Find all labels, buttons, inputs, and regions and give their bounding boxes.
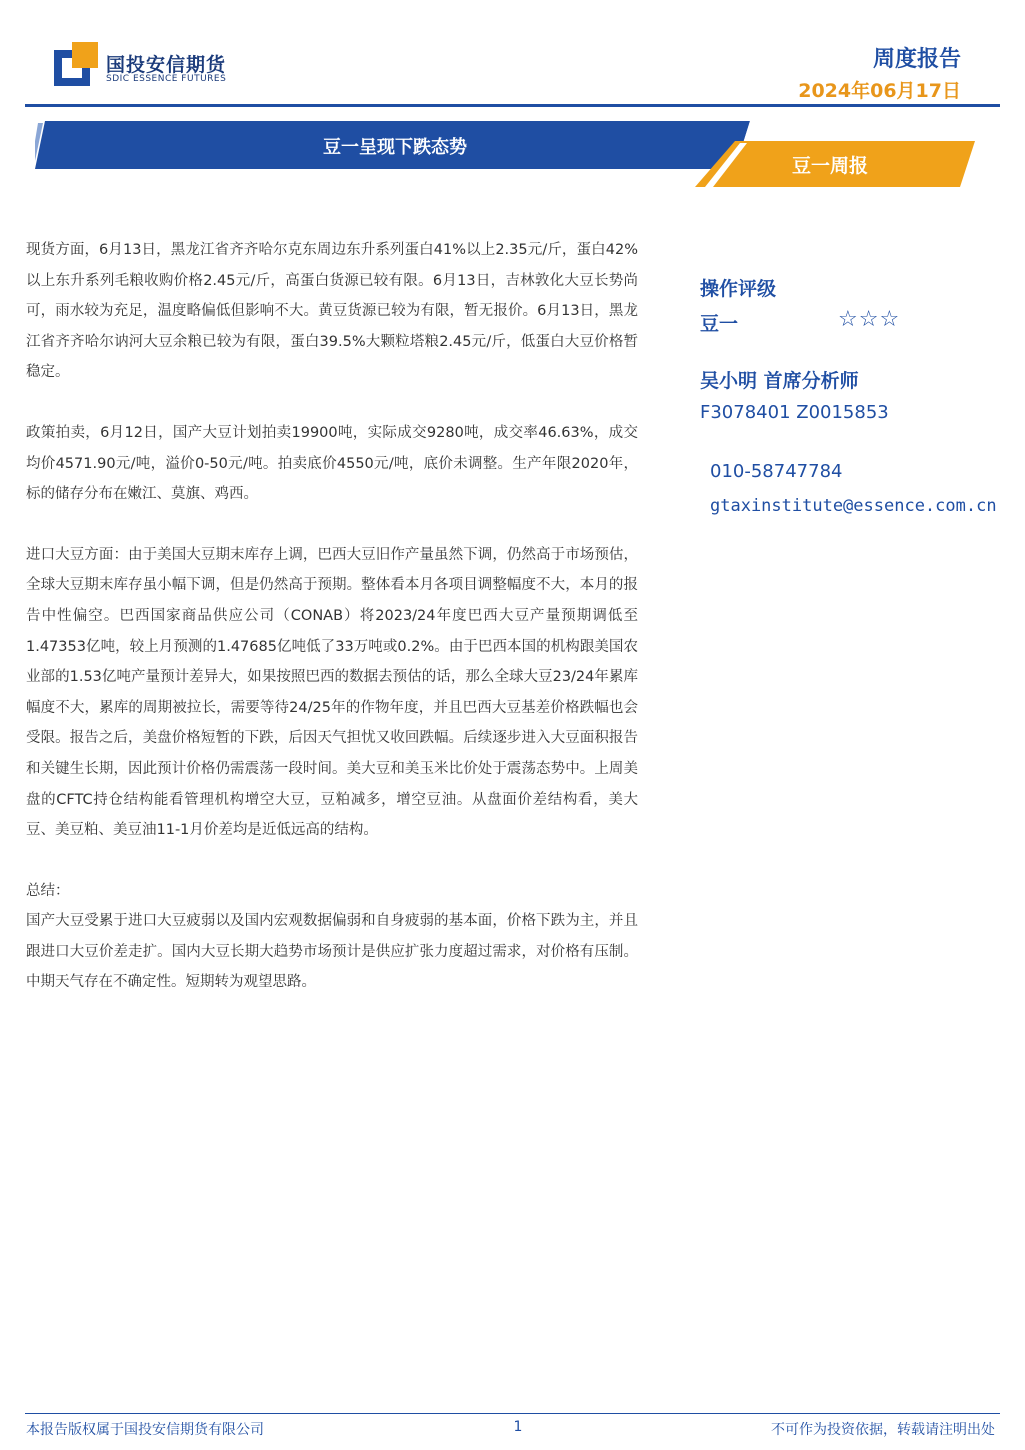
report-type: 周度报告 [872,47,961,72]
logo-text-en: SDIC ESSENCE FUTURES [106,74,227,84]
contact-phone: 010-58747784 [710,461,843,482]
report-body [26,235,638,998]
logo-mark-icon [54,42,98,86]
analyst-certificates: F3078401 Z0015853 [700,402,889,423]
footer-copyright: 本报告版权属于国投安信期货有限公司 [26,1422,264,1438]
contact-email[interactable]: gtaxinstitute@essence.com.cn [710,496,997,516]
rating-stars-icon: ☆☆☆ [838,307,901,332]
report-date: 2024年06月17日 [798,80,961,102]
analyst-name: 吴小明 首席分析师 [700,370,859,392]
footer-divider [25,1413,1000,1414]
summary-heading: 总结： [26,882,70,899]
page-number: 1 [513,1419,523,1435]
report-tag: 豆一周报 [791,155,868,177]
report-title: 豆一呈现下跌态势 [323,137,467,158]
logo-text-cn: 国投安信期货 [106,54,227,76]
paragraph-import: 进口大豆方面：由于美国大豆期末库存上调，巴西大豆旧作产量虽然下调，仍然高于市场预估，全球大豆期末库存虽小幅下调，但是仍然高于预期。整体看本月各项目调整幅度不大，本月的报告中性偏空。巴西国家商品供应公司（CONAB）将2023/24年度巴西大豆产量预期调低至1.47353亿吨，较上月预测的1.47685亿吨低了33万吨或0.2%。由于巴西本国的机构跟美国农业部的1.53亿吨产量预计差异大，如果按照巴西的数据去预估的话，那么全球大豆23/24年累库幅度不大，累库的周期被拉长，需要等待24/25年的作物年度，并且巴西大豆基差价格跌幅也会受限。报告之后，美盘价格短暂的下跌，后因天气担忧又收回跌幅。后续逐步进入大豆面积报告和关键生长期，因此预计价格仍需震荡一段时间。美大豆和美玉米比价处于震荡态势中。上周美盘的CFTC持仓结构能看管理机构增空大豆，豆粕减多，增空豆油。从盘面价差结构看，美大豆、美豆粕、美豆油11-1月价差均是近低远高的结构。 [26,546,638,839]
paragraph-summary: 国产大豆受累于进口大豆疲弱以及国内宏观数据偏弱和自身疲弱的基本面，价格下跌为主，并且跟进口大豆价差走扩。国内大豆长期大趋势市场预计是供应扩张力度超过需求，对价格有压制。中期天气存在不确定性。短期转为观望思路。 [26,913,638,991]
header-divider [25,104,1000,107]
paragraph-auction: 政策拍卖，6月12日，国产大豆计划拍卖19900吨，实际成交9280吨，成交率46.63%，成交均价4571.90元/吨，溢价0-50元/吨。拍卖底价4550元/吨，底价未调整。生产年限2020年，标的储存分布在嫩江、莫旗、鸡西。 [26,424,638,503]
footer-disclaimer: 不可作为投资依据，转载请注明出处 [771,1422,995,1438]
paragraph-spot: 现货方面，6月13日，黑龙江省齐齐哈尔克东周边东升系列蛋白41%以上2.35元/斤，蛋白42%以上东升系列毛粮收购价格2.45元/斤，高蛋白货源已较有限。6月13日，吉林敦化大豆长势尚可，雨水较为充足，温度略偏低但影响不大。黄豆货源已较为有限，暂无报价。6月13日，黑龙江省齐齐哈尔讷河大豆余粮已较为有限，蛋白39.5%大颗粒塔粮2.45元/斤，低蛋白大豆价格暂稳定。 [26,242,638,381]
rating-heading: 操作评级 [700,278,777,300]
rating-product: 豆一 [700,313,739,335]
